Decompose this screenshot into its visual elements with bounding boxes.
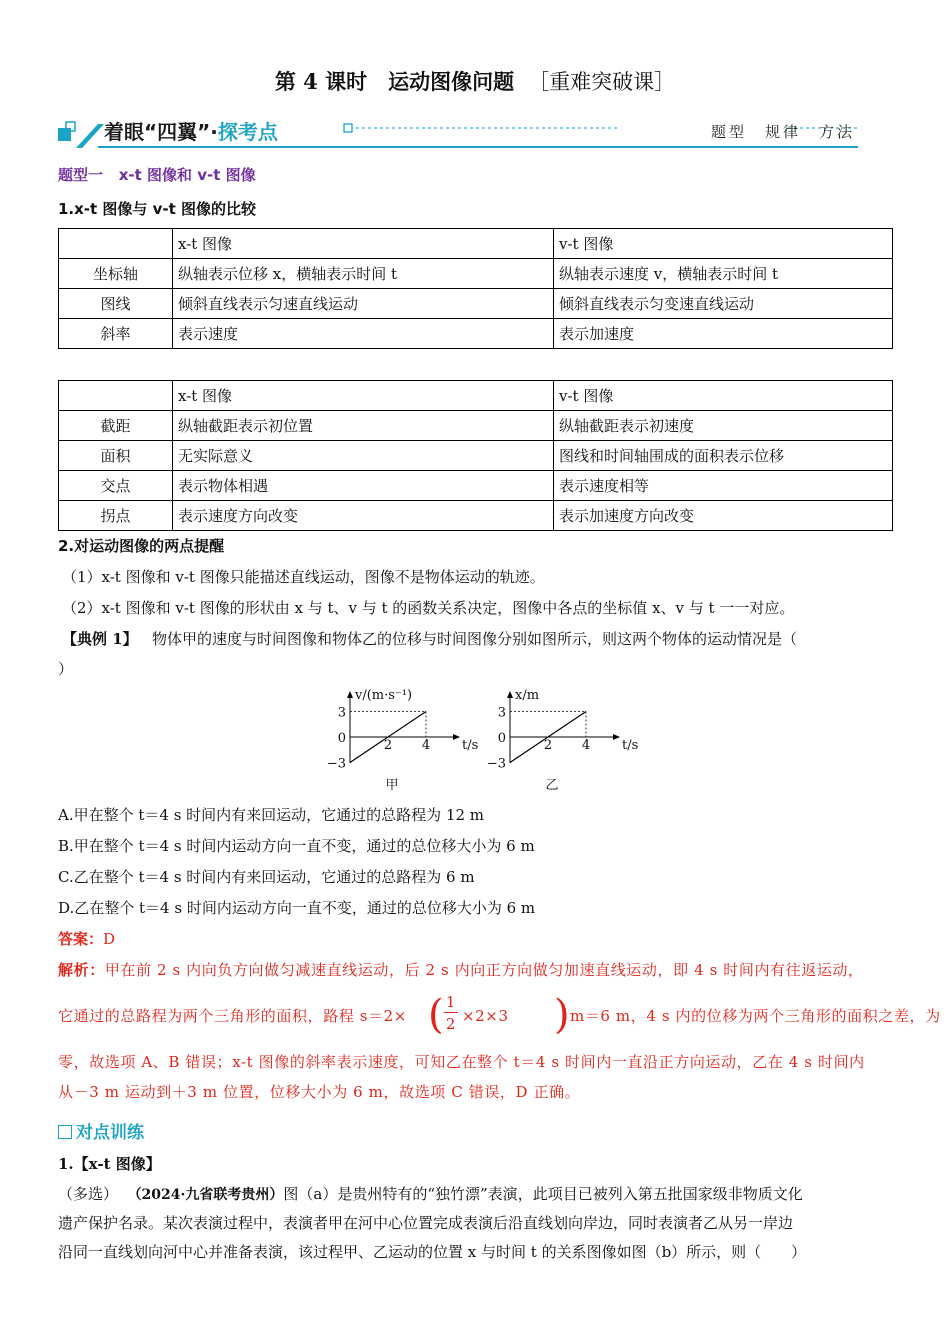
table-cell: v-t 图像 <box>554 381 893 411</box>
table-row <box>59 319 893 349</box>
table-cell: 表示加速度方向改变 <box>554 501 893 531</box>
analysis-label: 解析： <box>58 961 105 979</box>
table-cell: 纵轴截距表示初位置 <box>173 411 554 441</box>
table-cell: 表示加速度 <box>554 319 893 349</box>
fraction <box>444 992 458 1035</box>
page-title <box>0 66 950 96</box>
type-text: x-t 图像和 v-t 图像 <box>118 166 256 184</box>
section1-title: 1.x-t 图像与 v-t 图像的比较 <box>58 200 257 218</box>
reminder-2: （2）x-t 图像和 v-t 图像的形状由 x 与 t、v 与 t 的函数关系决定，图像中各点的坐标值 x、v 与 t 一一对应。 <box>62 599 795 617</box>
table-cell: 倾斜直线表示匀速直线运动 <box>173 289 554 319</box>
banner-square-icon <box>58 128 71 141</box>
analysis-line-2 <box>58 992 941 1048</box>
q1-text-1: 图（a）是贵州特有的“独竹漂”表演，此项目已被列入第五批国家级非物质文化 <box>283 1185 803 1203</box>
example-label: 【典例 1】 <box>62 630 138 648</box>
banner-lead: 着眼“四翼”· <box>104 120 218 144</box>
table-cell: 表示速度相等 <box>554 471 893 501</box>
table-cell: 坐标轴 <box>59 259 173 289</box>
answer-label: 答案： <box>58 930 104 948</box>
y-tick-label: 3 <box>497 705 506 721</box>
checkbox-icon <box>58 1125 72 1139</box>
table-row <box>59 381 893 411</box>
answer <box>58 928 115 949</box>
banner-right-text: 题型 规律 方法 <box>710 123 855 141</box>
chart-caption: 甲 <box>385 778 399 793</box>
y-axis-arrow-icon <box>347 691 353 698</box>
table-row <box>59 471 893 501</box>
fraction-numerator: 1 <box>445 993 457 1011</box>
x-tick-label: 2 <box>543 738 553 753</box>
title-main: 第 4 课时 运动图像问题 <box>274 69 515 94</box>
type-heading <box>58 164 256 185</box>
x-tick-label: 2 <box>383 738 393 753</box>
paren-right: ) <box>554 992 571 1038</box>
charts <box>320 685 640 797</box>
y-tick-label: −3 <box>486 756 506 772</box>
table-cell: 纵轴截距表示初速度 <box>554 411 893 441</box>
y-tick-label: 3 <box>337 705 346 721</box>
option-d: D.乙在整个 t＝4 s 时间内运动方向一直不变，通过的总位移大小为 6 m <box>58 899 536 917</box>
q1-tag: （多选） <box>58 1185 119 1203</box>
table-cell: 表示速度 <box>173 319 554 349</box>
fraction-denominator: 2 <box>445 1015 457 1033</box>
q1-source: （2024·九省联考贵州） <box>127 1187 284 1203</box>
paren-left: ( <box>428 992 445 1038</box>
analysis-line-3: 零，故选项 A、B 错误；x-t 图像的斜率表示速度，可知乙在整个 t＝4 s 时间内一直沿正方向运动，乙在 4 s 时间内 <box>58 1053 865 1071</box>
table-cell: 斜率 <box>59 319 173 349</box>
table-cell: x-t 图像 <box>173 381 554 411</box>
chart-yi <box>487 688 638 793</box>
table-cell: 交点 <box>59 471 173 501</box>
table-cell: 面积 <box>59 441 173 471</box>
table-row <box>59 501 893 531</box>
analysis-text-2b: m＝6 m，4 s 内的位移为两个三角形的面积之差，为 <box>570 1007 941 1025</box>
x-tick-label: 4 <box>581 738 591 753</box>
q1-line-2: 遗产保护名录。某次表演过程中，表演者甲在河中心位置完成表演后沿直线划向岸边，同时表演者乙从另一岸边 <box>58 1214 794 1232</box>
q1-line-1 <box>58 1180 896 1210</box>
analysis-text-2a: 它通过的总路程为两个三角形的面积，路程 s＝2× <box>58 1007 407 1025</box>
reminder-1: （1）x-t 图像和 v-t 图像只能描述直线运动，图像不是物体运动的轨迹。 <box>62 568 545 586</box>
table-row <box>59 289 893 319</box>
table-cell <box>59 381 173 411</box>
table-cell: 纵轴表示速度 v，横轴表示时间 t <box>554 259 893 289</box>
y-axis-label: v/(m·s⁻¹) <box>355 688 413 703</box>
table-row <box>59 411 893 441</box>
table-cell: 表示物体相遇 <box>173 471 554 501</box>
table-cell: 图线和时间轴围成的面积表示位移 <box>554 441 893 471</box>
y-tick-label: −3 <box>326 756 346 772</box>
banner-dot-icon <box>344 124 352 132</box>
title-suffix: ［重难突破课］ <box>528 70 676 94</box>
x-axis-arrow-icon <box>453 734 460 740</box>
training-title: 对点训练 <box>76 1123 144 1143</box>
training-heading <box>58 1118 144 1143</box>
table-row <box>59 441 893 471</box>
table-cell: v-t 图像 <box>554 229 893 259</box>
type-label: 题型一 <box>58 166 104 184</box>
option-a: A.甲在整个 t＝4 s 时间内有来回运动，它通过的总路程为 12 m <box>58 806 485 824</box>
table-cell: 表示速度方向改变 <box>173 501 554 531</box>
x-axis-label: t/s <box>462 738 479 753</box>
table-row <box>59 229 893 259</box>
q1-title: 1.【x-t 图像】 <box>58 1155 161 1173</box>
table-cell: 无实际意义 <box>173 441 554 471</box>
table-cell: 纵轴表示位移 x，横轴表示时间 t <box>173 259 554 289</box>
analysis-text-1: 甲在前 2 s 内向负方向做匀减速直线运动，后 2 s 内向正方向做匀加速直线运动，即 4 s 时间内有往返运动， <box>104 961 864 979</box>
x-tick-label: 4 <box>421 738 431 753</box>
banner-accent: 探考点 <box>217 120 278 144</box>
option-b: B.甲在整个 t＝4 s 时间内运动方向一直不变，通过的总位移大小为 6 m <box>58 837 535 855</box>
table-cell: x-t 图像 <box>173 229 554 259</box>
y-axis-label: x/m <box>515 688 540 703</box>
example-text: 物体甲的速度与时间图像和物体乙的位移与时间图像分别如图所示，则这两个物体的运动情况是（ <box>151 630 797 648</box>
table-cell <box>59 229 173 259</box>
analysis-line-1 <box>58 958 898 982</box>
y-tick-label: 0 <box>337 731 346 746</box>
comparison-table-1 <box>58 228 893 349</box>
section2-title: 2.对运动图像的两点提醒 <box>58 537 225 555</box>
table-cell: 拐点 <box>59 501 173 531</box>
chart-jia <box>327 688 478 793</box>
banner-slash-icon <box>76 124 104 148</box>
banner-title <box>104 116 278 145</box>
example-paren: ） <box>58 660 74 678</box>
answer-value: D <box>103 930 116 948</box>
table-cell: 图线 <box>59 289 173 319</box>
x-axis-arrow-icon <box>613 734 620 740</box>
table-row <box>59 259 893 289</box>
q1-line-3: 沿同一直线划向河中心并准备表演，该过程甲、乙运动的位置 x 与时间 t 的关系图像如图（b）所示，则（ ） <box>58 1243 807 1261</box>
fraction-rest: ×2×3 <box>462 1007 509 1025</box>
y-tick-label: 0 <box>497 731 506 746</box>
table-cell: 倾斜直线表示匀变速直线运动 <box>554 289 893 319</box>
table-cell: 截距 <box>59 411 173 441</box>
analysis-line-4: 从－3 m 运动到＋3 m 位置，位移大小为 6 m，故选项 C 错误，D 正确。 <box>58 1083 581 1101</box>
option-c: C.乙在整个 t＝4 s 时间内有来回运动，它通过的总路程为 6 m <box>58 868 475 886</box>
comparison-table-2 <box>58 380 893 531</box>
x-axis-label: t/s <box>622 738 639 753</box>
example-question <box>62 628 897 649</box>
y-axis-arrow-icon <box>507 691 513 698</box>
chart-caption: 乙 <box>545 778 559 793</box>
